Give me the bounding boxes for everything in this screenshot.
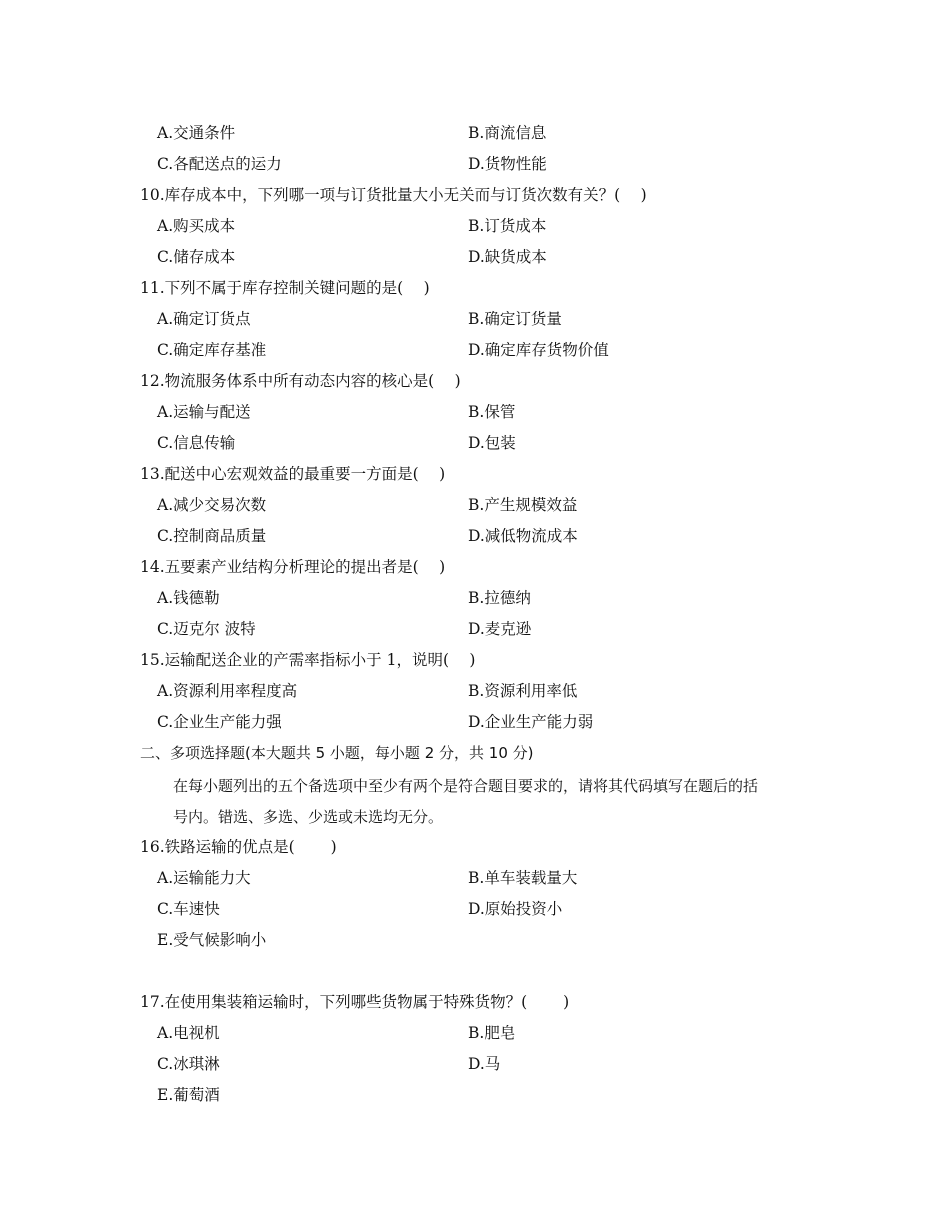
option-17e: E.葡萄酒: [157, 1086, 220, 1104]
option-15a: A.资源利用率程度高: [157, 682, 298, 700]
option-11a: A.确定订货点: [157, 310, 251, 328]
option-16b: B.单车装载量大: [468, 869, 578, 887]
option-13a: A.减少交易次数: [157, 496, 267, 514]
option-12d: D.包装: [468, 434, 516, 452]
option-10c: C.储存成本: [157, 248, 236, 266]
instructions-line-1: 在每小题列出的五个备选项中至少有两个是符合题目要求的，请将其代码填写在题后的括: [173, 777, 759, 795]
section-heading: 二、多项选择题(本大题共 5 小题，每小题 2 分，共 10 分): [140, 744, 534, 762]
question-14: 14.五要素产业结构分析理论的提出者是( ): [140, 558, 446, 576]
option-12a: A.运输与配送: [157, 403, 251, 421]
question-13: 13.配送中心宏观效益的最重要一方面是( ): [140, 465, 446, 483]
option-14d: D.麦克逊: [468, 620, 532, 638]
option-17d: D.马: [468, 1055, 501, 1073]
question-12: 12.物流服务体系中所有动态内容的核心是( ): [140, 372, 461, 390]
option-15c: C.企业生产能力强: [157, 713, 282, 731]
option-9d: D.货物性能: [468, 155, 547, 173]
question-17: 17.在使用集装箱运输时，下列哪些货物属于特殊货物？( ): [140, 993, 570, 1011]
question-11: 11.下列不属于库存控制关键问题的是( ): [140, 279, 430, 297]
option-14c: C.迈克尔 波特: [157, 620, 256, 638]
option-12c: C.信息传输: [157, 434, 236, 452]
question-16: 16.铁路运输的优点是( ): [140, 838, 337, 856]
option-15d: D.企业生产能力弱: [468, 713, 594, 731]
option-13b: B.产生规模效益: [468, 496, 578, 514]
option-16d: D.原始投资小: [468, 900, 563, 918]
option-13d: D.减低物流成本: [468, 527, 578, 545]
option-9a: A.交通条件: [157, 124, 236, 142]
option-14a: A.钱德勒: [157, 589, 220, 607]
option-16c: C.车速快: [157, 900, 220, 918]
option-11b: B.确定订货量: [468, 310, 562, 328]
option-10a: A.购买成本: [157, 217, 236, 235]
option-10b: B.订货成本: [468, 217, 547, 235]
option-17a: A.电视机: [157, 1024, 220, 1042]
question-10: 10.库存成本中，下列哪一项与订货批量大小无关而与订货次数有关？( ): [140, 186, 647, 204]
option-12b: B.保管: [468, 403, 516, 421]
option-16a: A.运输能力大: [157, 869, 251, 887]
option-13c: C.控制商品质量: [157, 527, 267, 545]
option-14b: B.拉德纳: [468, 589, 531, 607]
option-11c: C.确定库存基准: [157, 341, 267, 359]
option-15b: B.资源利用率低: [468, 682, 578, 700]
option-10d: D.缺货成本: [468, 248, 547, 266]
question-15: 15.运输配送企业的产需率指标小于 1，说明( ): [140, 651, 476, 669]
option-17b: B.肥皂: [468, 1024, 516, 1042]
option-17c: C.冰琪淋: [157, 1055, 220, 1073]
option-9c: C.各配送点的运力: [157, 155, 282, 173]
option-11d: D.确定库存货物价值: [468, 341, 609, 359]
instructions-line-2: 号内。错选、多选、少选或未选均无分。: [173, 808, 444, 826]
option-16e: E.受气候影响小: [157, 931, 267, 949]
option-9b: B.商流信息: [468, 124, 547, 142]
